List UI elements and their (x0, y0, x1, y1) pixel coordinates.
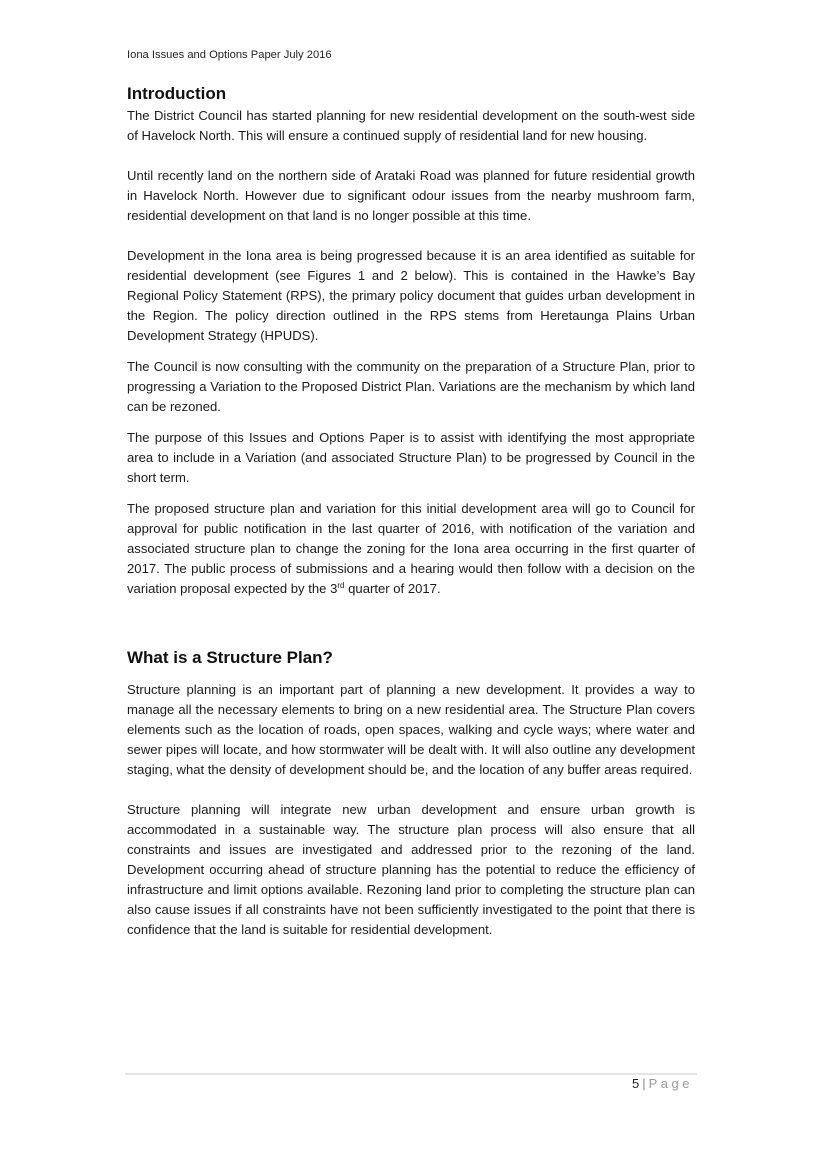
structure-paragraph-1: Structure planning is an important part of planning a new development. It provides a way to manage all the necessary elements to bring on a new residential area. The Structure Plan covers elements such as the location of roads, open spaces, walking and cycle ways; where water and sewer pipes will locate, and how stormwater will be dealt with. It will also outline any development staging, what the density of development should be, and the location of any buffer areas required. (127, 682, 695, 777)
intro-paragraph-1: The District Council has started planning for new residential development on the south-west side of Havelock North. This will ensure a continued supply of residential land for new housing. (127, 108, 695, 143)
ordinal-suffix: rd (337, 581, 345, 590)
page-content (127, 82, 695, 940)
intro-paragraph-6-text: The proposed structure plan and variation for this initial development area will go to Council for approval for public notification in the last quarter of 2016, with notification of the variation and associated structure plan to change the zoning for the Iona area occurring in the first quarter of 2017. The public process of submissions and a hearing would then follow with a decision on the variation proposal expected by the 3 (127, 501, 695, 596)
page-footer (632, 1076, 693, 1091)
footer-divider (125, 1073, 697, 1075)
page-label: Page (648, 1076, 693, 1091)
heading-introduction: Introduction (127, 84, 227, 103)
intro-paragraph-2: Until recently land on the northern side of Arataki Road was planned for future residential growth in Havelock North. However due to significant odour issues from the nearby mushroom farm, residential development on that land is no longer possible at this time. (127, 168, 695, 223)
intro-paragraph-6 (127, 499, 695, 599)
running-header: Iona Issues and Options Paper July 2016 (127, 49, 332, 61)
page-number: 5 (632, 1076, 640, 1091)
intro-paragraph-5: The purpose of this Issues and Options Paper is to assist with identifying the most appropriate area to include in a Variation (and associated Structure Plan) to be progressed by Council in the short term. (127, 430, 695, 485)
structure-paragraph-2: Structure planning will integrate new urban development and ensure urban growth is accommodated in a sustainable way. The structure plan process will also ensure that all constraints and issues are investigated and addressed prior to the rezoning of the land. Development occurring ahead of structure planning has the potential to reduce the efficiency of infrastructure and limit options available. Rezoning land prior to completing the structure plan can also cause issues if all constraints have not been sufficiently investigated to the point that there is confidence that the land is suitable for residential development. (127, 802, 695, 937)
footer-separator: | (642, 1076, 646, 1091)
intro-paragraph-3: Development in the Iona area is being progressed because it is an area identified as suitable for residential development (see Figures 1 and 2 below). This is contained in the Hawke’s Bay Regional Policy Statement (RPS), the primary policy document that guides urban development in the Region. The policy direction outlined in the RPS stems from Heretaunga Plains Urban Development Strategy (HPUDS). (127, 248, 695, 343)
intro-paragraph-6-tail: quarter of 2017. (344, 581, 441, 596)
heading-structure-plan: What is a Structure Plan? (127, 648, 333, 667)
intro-paragraph-4: The Council is now consulting with the community on the preparation of a Structure Plan, prior to progressing a Variation to the Proposed District Plan. Variations are the mechanism by which land can be rezoned. (127, 359, 695, 414)
